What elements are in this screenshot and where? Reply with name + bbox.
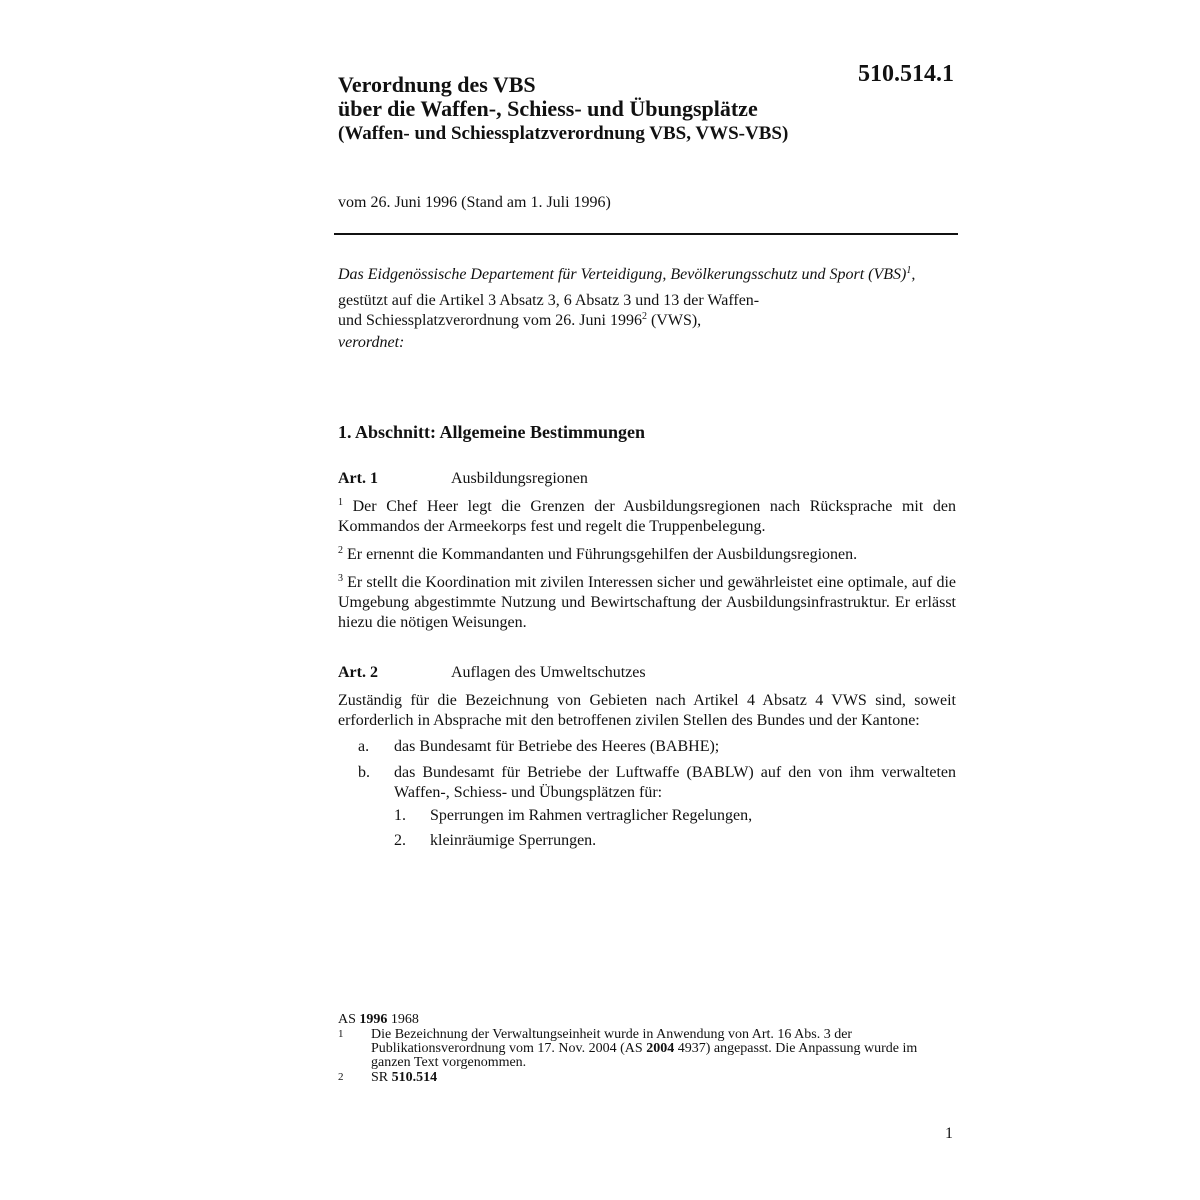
title-divider	[334, 233, 958, 235]
date-line: vom 26. Juni 1996 (Stand am 1. Juli 1996)	[338, 194, 611, 211]
footnote-1: 1 Die Bezeichnung der Verwaltungseinheit wurde in Anwendung von Art. 16 Abs. 3 der Publikationsverordnung vom 17. Nov. 2004 (AS 2004 4937) angepasst. Die Anpassung wurde im ganzen Text vorgenommen.	[338, 1027, 918, 1070]
article-title: Auflagen des Umweltschutzes	[451, 664, 646, 681]
subtitle: (Waffen- und Schiessplatzverordnung VBS, VWS-VBS)	[338, 123, 789, 144]
list-item: a. das Bundesamt für Betriebe des Heeres (BABHE);	[358, 738, 720, 755]
list-item: b. das Bundesamt für Betriebe der Luftwaffe (BABLW) auf den von ihm verwalteten Waffen-, Schiess- und Übungsplätzen für:	[358, 764, 956, 801]
sr-number: 510.514.1	[858, 61, 954, 87]
footnote-as-reference: AS 1996 1968	[338, 1012, 419, 1027]
title-line-2: über die Waffen-, Schiess- und Übungsplätze	[338, 96, 758, 121]
article-2-heading	[338, 663, 956, 683]
article-paragraph: $^1$ Der Chef Heer legt die Grenzen der Ausbildungsregionen nach Rücksprache mit den Kommandos der Armeekorps fest und regelt die Truppenbelegung.	[338, 497, 956, 535]
article-1-heading	[338, 469, 956, 489]
preamble-verordnet: verordnet:	[338, 334, 405, 351]
title-line-1: Verordnung des VBS	[338, 72, 536, 97]
article-intro: Zuständig für die Bezeichnung von Gebieten nach Artikel 4 Absatz 4 VWS sind, soweit erforderlich in Absprache mit den betroffenen zivilen Stellen des Bundes und der Kantone:	[338, 692, 956, 729]
article-1	[338, 469, 956, 633]
footnote-ref-1[interactable]: 1	[906, 265, 912, 276]
article-number: Art. 1	[338, 470, 378, 487]
footnotes	[338, 1013, 958, 1086]
preamble	[338, 265, 958, 359]
page-number: 1	[945, 1125, 953, 1142]
section-title: 1. Abschnitt: Allgemeine Bestimmungen	[338, 422, 646, 442]
article-number: Art. 2	[338, 664, 378, 681]
article-title: Ausbildungsregionen	[451, 470, 588, 487]
title-block	[338, 73, 858, 147]
article-paragraph: $^3$ Er stellt die Koordination mit zivilen Interessen sicher und gewährleistet eine optimale, auf die Umgebung abgestimmte Nutzung und Bewirtschaftung der Ausbildungsinfrastruktur. Er erlässt hiezu die nötigen Weisungen.	[338, 573, 956, 631]
footnote-ref-2[interactable]: 2	[641, 311, 647, 322]
preamble-basis: gestützt auf die Artikel 3 Absatz 3, 6 Absatz 3 und 13 der Waffen- und Schiessplatzverordnung vom 26. Juni 1996$^2$ (VWS),	[338, 292, 760, 329]
article-paragraph: $^2$ Er ernennt die Kommandanten und Führungsgehilfen der Ausbildungsregionen.	[338, 545, 858, 563]
footnote-2: 2 SR 510.514	[338, 1070, 438, 1085]
preamble-authority: Das Eidgenössische Departement für Verteidigung, Bevölkerungsschutz und Sport (VBS)$^1$,	[338, 265, 916, 283]
article-2	[338, 663, 956, 856]
sub-list-item: 1. Sperrungen im Rahmen vertraglicher Regelungen,	[394, 807, 753, 824]
sub-list-item: 2. kleinräumige Sperrungen.	[394, 832, 597, 849]
